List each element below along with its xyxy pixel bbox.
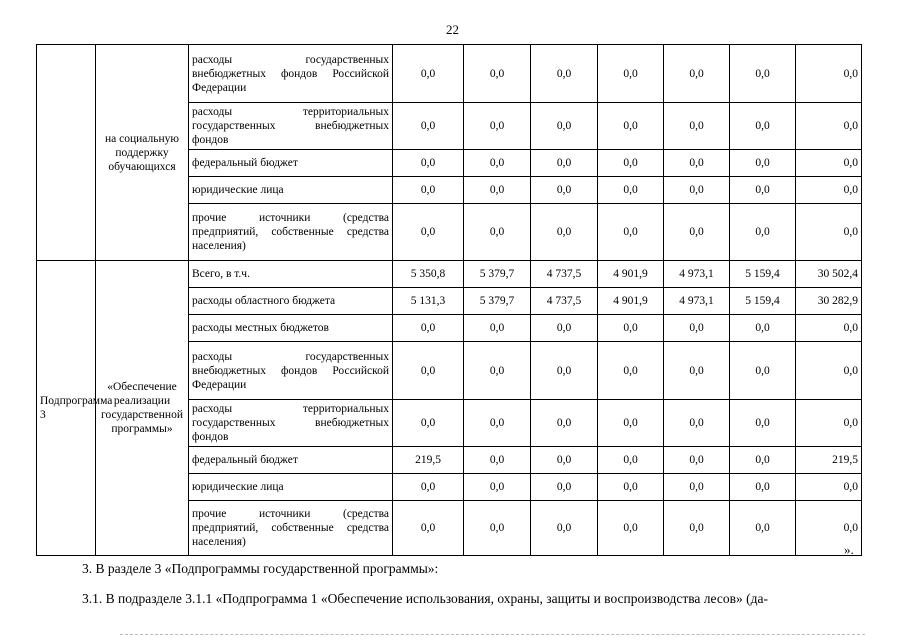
value-cell: 0,0 <box>730 501 796 556</box>
value-cell: 0,0 <box>730 342 796 400</box>
paragraph-subsection-3-1: 3.1. В подразделе 3.1.1 «Подпрограмма 1 «Обеспечение использования, охраны, защиты и воспроизводства лесов» (да- <box>82 591 768 606</box>
value-cell: 0,0 <box>598 150 664 177</box>
value-cell: 4 973,1 <box>664 261 730 288</box>
value-cell: 0,0 <box>664 150 730 177</box>
value-cell: 4 737,5 <box>531 261 598 288</box>
total-cell: 0,0 <box>796 342 862 400</box>
value-cell: 0,0 <box>730 447 796 474</box>
source-cell: расходы государственных внебюджетных фондов Российской Федерации <box>189 342 393 400</box>
program-name-cell: «Обеспечение реализации государственной программы» <box>96 261 189 556</box>
value-cell: 0,0 <box>393 342 464 400</box>
value-cell: 0,0 <box>598 447 664 474</box>
value-cell: 0,0 <box>464 45 531 103</box>
value-cell: 0,0 <box>531 501 598 556</box>
value-cell: 0,0 <box>393 45 464 103</box>
value-cell: 0,0 <box>598 45 664 103</box>
value-cell: 0,0 <box>598 177 664 204</box>
value-cell: 0,0 <box>730 315 796 342</box>
value-cell: 0,0 <box>464 315 531 342</box>
value-cell: 0,0 <box>598 400 664 447</box>
total-cell: 0,0 <box>796 315 862 342</box>
paragraph-section-3: 3. В разделе 3 «Подпрограммы государственной программы»: <box>82 561 439 576</box>
total-cell: 219,5 <box>796 447 862 474</box>
value-cell: 5 159,4 <box>730 288 796 315</box>
source-cell: федеральный бюджет <box>189 150 393 177</box>
value-cell: 0,0 <box>531 342 598 400</box>
value-cell: 0,0 <box>393 315 464 342</box>
value-cell: 5 131,3 <box>393 288 464 315</box>
table-row <box>37 45 862 103</box>
value-cell: 0,0 <box>664 501 730 556</box>
value-cell: 0,0 <box>664 204 730 261</box>
funding-table <box>36 44 862 556</box>
value-cell: 0,0 <box>464 447 531 474</box>
value-cell: 0,0 <box>531 474 598 501</box>
value-cell: 0,0 <box>531 315 598 342</box>
total-cell: 0,0 <box>796 103 862 150</box>
source-cell: юридические лица <box>189 474 393 501</box>
source-cell: расходы территориальных государственных внебюджетных фондов <box>189 400 393 447</box>
value-cell: 0,0 <box>464 177 531 204</box>
value-cell: 219,5 <box>393 447 464 474</box>
value-cell: 0,0 <box>531 177 598 204</box>
value-cell: 0,0 <box>464 400 531 447</box>
value-cell: 4 973,1 <box>664 288 730 315</box>
source-cell: расходы местных бюджетов <box>189 315 393 342</box>
total-cell: 0,0 <box>796 150 862 177</box>
value-cell: 0,0 <box>464 103 531 150</box>
source-cell: прочие источники (средства предприятий, собственные средства населения) <box>189 204 393 261</box>
value-cell: 5 379,7 <box>464 288 531 315</box>
value-cell: 0,0 <box>664 103 730 150</box>
value-cell: 0,0 <box>730 400 796 447</box>
total-cell: 0,0 <box>796 400 862 447</box>
value-cell: 0,0 <box>664 342 730 400</box>
value-cell: 0,0 <box>730 103 796 150</box>
value-cell: 0,0 <box>598 342 664 400</box>
value-cell: 0,0 <box>531 204 598 261</box>
value-cell: 0,0 <box>464 474 531 501</box>
value-cell: 0,0 <box>730 474 796 501</box>
program-cell <box>37 45 96 261</box>
source-cell: расходы территориальных государственных внебюджетных фондов <box>189 103 393 150</box>
value-cell: 0,0 <box>730 177 796 204</box>
source-cell: федеральный бюджет <box>189 447 393 474</box>
value-cell: 0,0 <box>730 45 796 103</box>
value-cell: 0,0 <box>393 103 464 150</box>
value-cell: 0,0 <box>464 204 531 261</box>
total-cell: 30 282,9 <box>796 288 862 315</box>
value-cell: 4 901,9 <box>598 288 664 315</box>
value-cell: 0,0 <box>664 447 730 474</box>
total-cell: 0,0 <box>796 177 862 204</box>
source-cell: расходы государственных внебюджетных фондов Российской Федерации <box>189 45 393 103</box>
value-cell: 0,0 <box>393 150 464 177</box>
value-cell: 4 737,5 <box>531 288 598 315</box>
value-cell: 0,0 <box>464 342 531 400</box>
value-cell: 0,0 <box>664 45 730 103</box>
page-number: 22 <box>446 22 459 37</box>
value-cell: 0,0 <box>598 474 664 501</box>
total-cell: 0,0 <box>796 204 862 261</box>
value-cell: 0,0 <box>664 315 730 342</box>
value-cell: 0,0 <box>531 103 598 150</box>
value-cell: 0,0 <box>531 400 598 447</box>
source-cell: юридические лица <box>189 177 393 204</box>
value-cell: 0,0 <box>531 45 598 103</box>
value-cell: 5 350,8 <box>393 261 464 288</box>
source-cell: расходы областного бюджета <box>189 288 393 315</box>
program-name-cell: на социальную поддержку обучающихся <box>96 45 189 261</box>
value-cell: 0,0 <box>531 150 598 177</box>
total-cell: 0,0 <box>796 501 862 556</box>
value-cell: 0,0 <box>664 177 730 204</box>
closing-quote-mark: ». <box>844 542 854 557</box>
value-cell: 0,0 <box>393 501 464 556</box>
value-cell: 0,0 <box>730 150 796 177</box>
total-cell: 0,0 <box>796 474 862 501</box>
total-cell: 30 502,4 <box>796 261 862 288</box>
program-cell: Подпрограмма 3 <box>37 261 96 556</box>
value-cell: 0,0 <box>393 177 464 204</box>
value-cell: 0,0 <box>393 204 464 261</box>
value-cell: 0,0 <box>464 150 531 177</box>
value-cell: 0,0 <box>393 474 464 501</box>
value-cell: 4 901,9 <box>598 261 664 288</box>
value-cell: 0,0 <box>598 315 664 342</box>
value-cell: 0,0 <box>531 447 598 474</box>
source-cell: прочие источники (средства предприятий, собственные средства населения) <box>189 501 393 556</box>
value-cell: 0,0 <box>598 501 664 556</box>
value-cell: 0,0 <box>464 501 531 556</box>
value-cell: 0,0 <box>598 204 664 261</box>
table-row <box>37 261 862 288</box>
total-cell: 0,0 <box>796 45 862 103</box>
value-cell: 0,0 <box>664 400 730 447</box>
value-cell: 0,0 <box>598 103 664 150</box>
value-cell: 5 159,4 <box>730 261 796 288</box>
value-cell: 0,0 <box>664 474 730 501</box>
cut-off-line <box>120 634 865 636</box>
value-cell: 0,0 <box>393 400 464 447</box>
value-cell: 0,0 <box>730 204 796 261</box>
source-cell: Всего, в т.ч. <box>189 261 393 288</box>
value-cell: 5 379,7 <box>464 261 531 288</box>
